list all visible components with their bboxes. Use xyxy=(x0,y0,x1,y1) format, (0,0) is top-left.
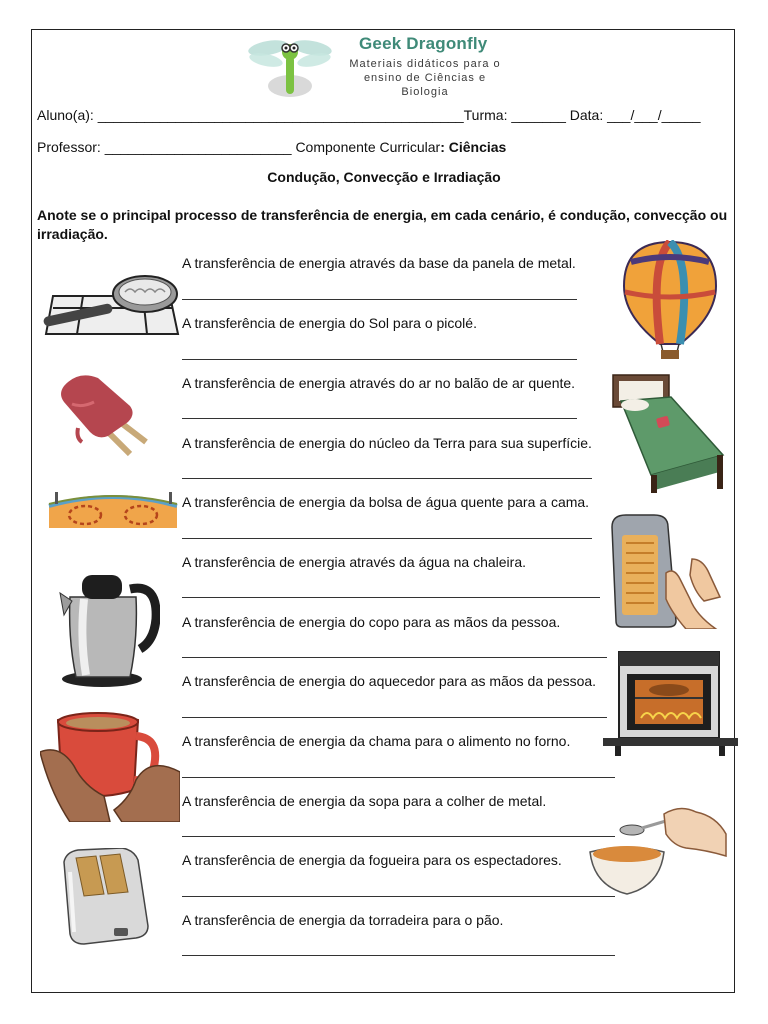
answer-line-6[interactable] xyxy=(182,597,600,598)
question-7: A transferência de energia do copo para as mãos da pessoa. xyxy=(182,614,561,630)
question-2: A transferência de energia do Sol para o picolé. xyxy=(182,315,477,331)
teacher-info-line: Professor: ________________________ Componente Curricular: Ciências xyxy=(37,139,507,155)
answer-line-3[interactable] xyxy=(182,418,577,419)
answer-line-9[interactable] xyxy=(182,777,615,778)
bed-icon xyxy=(611,371,727,495)
brand-subtitle: Materiais didáticos para o ensino de Ciências e Biologia xyxy=(349,58,501,98)
worksheet-title: Condução, Convecção e Irradiação xyxy=(267,169,501,185)
answer-line-4[interactable] xyxy=(182,478,592,479)
question-3: A transferência de energia através do ar no balão de ar quente. xyxy=(182,375,576,391)
answer-line-1[interactable] xyxy=(182,299,577,300)
answer-line-7[interactable] xyxy=(182,657,607,658)
heater-hands-icon xyxy=(608,513,726,629)
question-12: A transferência de energia da torradeira para o pão. xyxy=(182,912,504,928)
earth-core-icon xyxy=(47,488,179,530)
question-8: A transferência de energia do aquecedor para as mãos da pessoa. xyxy=(182,673,597,689)
answer-line-12[interactable] xyxy=(182,955,615,956)
answer-line-10[interactable] xyxy=(182,836,615,837)
toaster-icon xyxy=(58,848,150,948)
hot-air-balloon-icon xyxy=(621,240,719,360)
question-1: A transferência de energia através da base da panela de metal. xyxy=(182,255,576,271)
popsicle-icon xyxy=(58,370,153,462)
oven-icon xyxy=(603,650,738,760)
brand-name: Geek Dragonfly xyxy=(359,34,488,53)
question-11: A transferência de energia da fogueira para os espectadores. xyxy=(182,852,562,868)
mug-hands-icon xyxy=(40,712,180,822)
question-5: A transferência de energia da bolsa de água quente para a cama. xyxy=(182,494,590,510)
answer-line-5[interactable] xyxy=(182,538,592,539)
question-10: A transferência de energia da sopa para a colher de metal. xyxy=(182,793,547,809)
subject-value: : Ciências xyxy=(440,139,507,155)
soup-bowl-spoon-icon xyxy=(588,806,728,898)
answer-line-8[interactable] xyxy=(182,717,607,718)
stove-pan-icon xyxy=(43,268,180,340)
question-4: A transferência de energia do núcleo da Terra para sua superfície. xyxy=(182,435,592,451)
answer-line-11[interactable] xyxy=(182,896,615,897)
kettle-icon xyxy=(58,567,160,688)
answer-line-2[interactable] xyxy=(182,359,577,360)
dragonfly-logo-icon xyxy=(246,34,334,100)
question-6: A transferência de energia através da água na chaleira. xyxy=(182,554,527,570)
worksheet-instructions: Anote se o principal processo de transferência de energia, em cada cenário, é condução, convecção ou irradiação. xyxy=(37,207,728,242)
question-9: A transferência de energia da chama para o alimento no forno. xyxy=(182,733,571,749)
student-info-line: Aluno(a): _______________________________________________Turma: _______ Data: ___/___/_____ xyxy=(37,107,701,123)
